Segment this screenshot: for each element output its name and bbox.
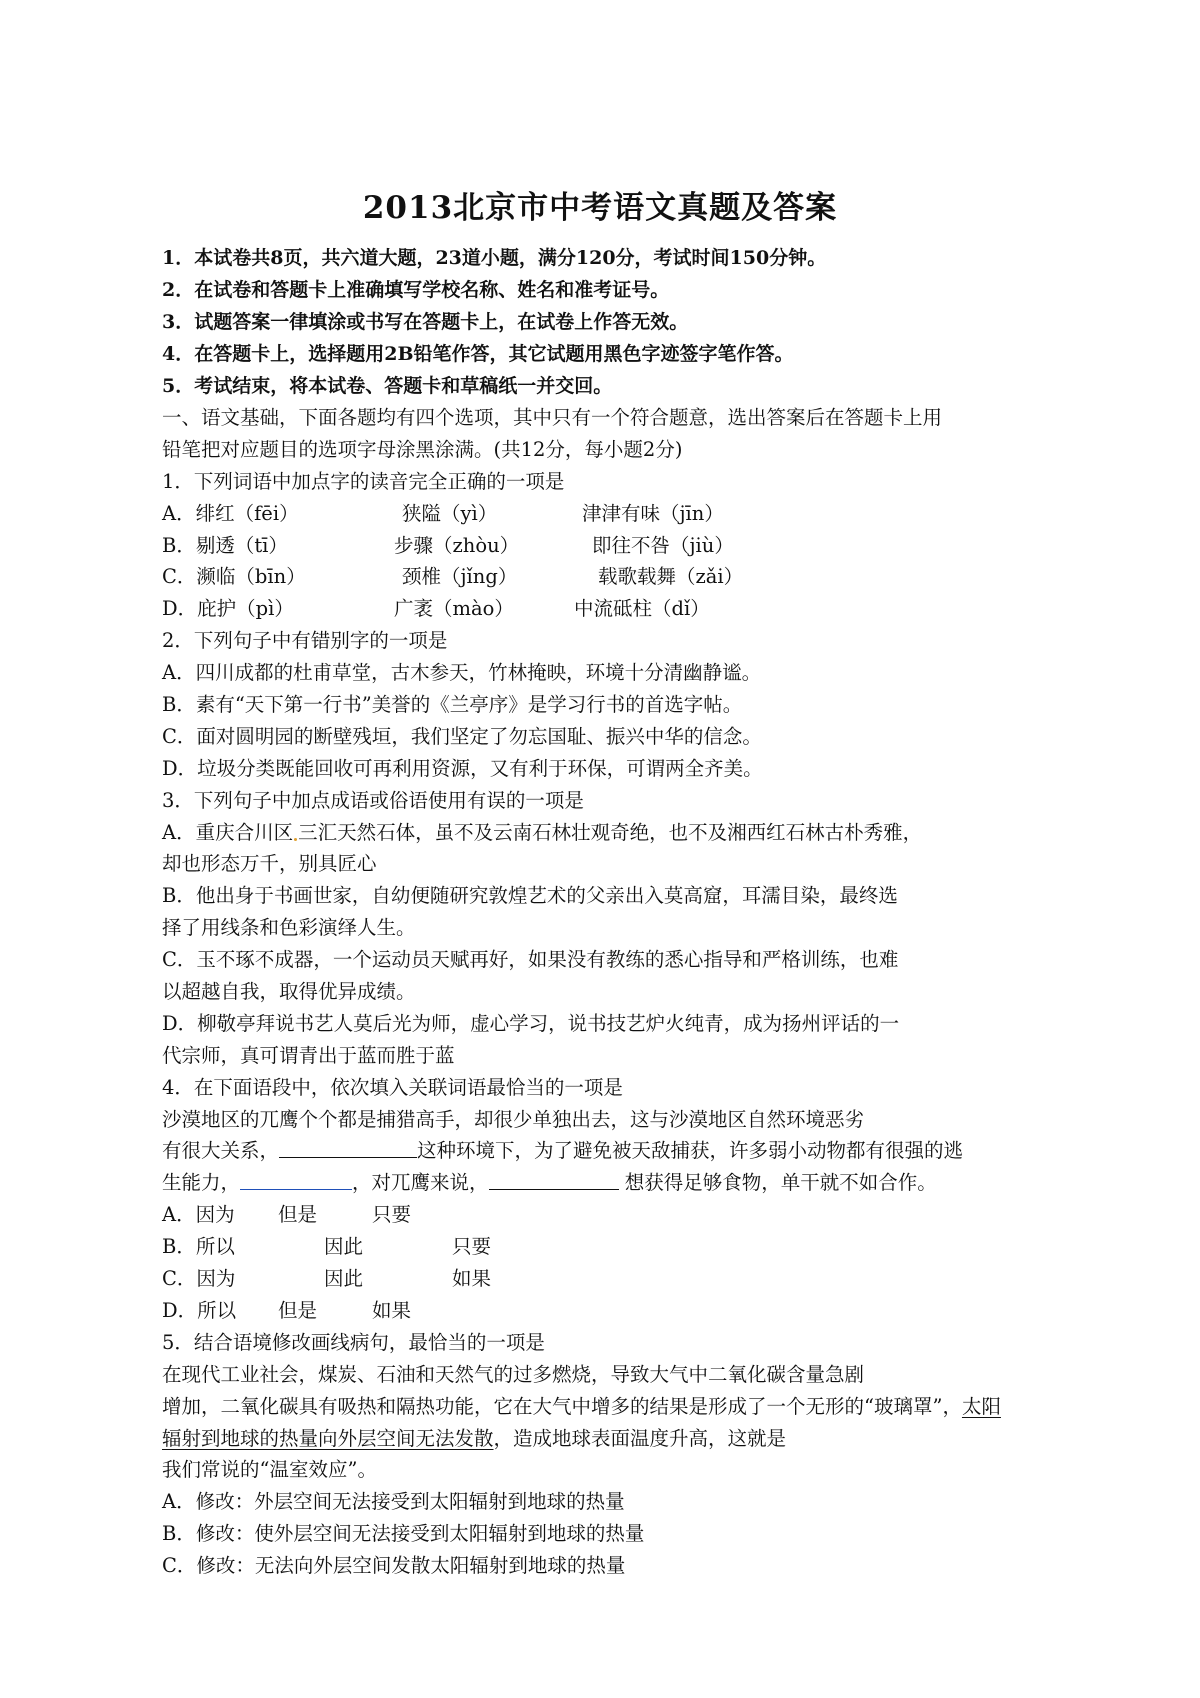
question-5-option: C．修改：无法向外层空间发散太阳辐射到地球的热量 xyxy=(162,1554,626,1578)
question-1-option-a xyxy=(162,498,1001,530)
question-5-passage xyxy=(162,1391,1001,1423)
question-4-option-d xyxy=(162,1295,1001,1327)
question-5-passage: 在现代工业社会，煤炭、石油和天然气的过多燃烧，导致大气中二氧化碳含量急剧 xyxy=(162,1362,865,1386)
fill-blank-1 xyxy=(279,1135,417,1158)
question-4-passage xyxy=(162,1135,1001,1167)
question-4-option-b xyxy=(162,1231,1001,1263)
passage-text: 想获得足够食物，单干就不如合作。 xyxy=(618,1171,937,1195)
option-text: 三汇天然石体，虽不及云南石林壮观奇绝，也不及湘西红石林古朴秀雅， xyxy=(298,820,923,844)
option-col: 广袤（mào） xyxy=(394,597,514,621)
option-col: 只要 xyxy=(372,1203,412,1227)
question-3-option-b-cont: 择了用线条和色彩演绎人生。 xyxy=(162,916,416,940)
question-1-option-d xyxy=(162,593,1001,625)
passage-text: 这种环境下，为了避免被天敌捕获，许多弱小动物都有很强的逃 xyxy=(417,1139,964,1163)
question-3-stem: 3．下列句子中加点成语或俗语使用有误的一项是 xyxy=(162,788,584,812)
option-col: 颈椎（jǐng） xyxy=(402,565,518,589)
question-1-stem: 1．下列词语中加点字的读音完全正确的一项是 xyxy=(162,469,565,493)
option-col: 步骤（zhòu） xyxy=(394,533,520,557)
option-col: 载歌载舞（zǎi） xyxy=(598,565,744,589)
passage-text: 生能力， xyxy=(162,1171,241,1195)
option-col: 津津有味（jīn） xyxy=(582,501,724,525)
exam-body xyxy=(162,402,1001,1582)
option-col: 只要 xyxy=(452,1235,492,1259)
exam-instructions xyxy=(162,242,826,402)
question-4-option-a xyxy=(162,1199,1001,1231)
question-3-option-d-cont: 代宗师，真可谓青出于蓝而胜于蓝 xyxy=(162,1043,455,1067)
question-2-stem: 2．下列句子中有错别字的一项是 xyxy=(162,629,448,653)
instruction-line: 2．在试卷和答题卡上准确填写学校名称、姓名和准考证号。 xyxy=(162,279,670,301)
section-heading: 一、语文基础，下面各题均有四个选项，其中只有一个符合题意，选出答案后在答题卡上用 xyxy=(162,406,943,429)
question-3-option-a xyxy=(162,817,1001,849)
question-1-option-c xyxy=(162,561,1001,593)
instruction-line: 1．本试卷共8页，共六道大题，23道小题，满分120分，考试时间150分钟。 xyxy=(162,247,827,269)
option-text: A．重庆合川区 xyxy=(162,820,294,844)
question-5-passage xyxy=(162,1423,1001,1455)
question-4-passage xyxy=(162,1167,1001,1199)
option-col: B．所以 xyxy=(162,1235,235,1259)
option-col: 如果 xyxy=(452,1267,492,1291)
option-col: C．因为 xyxy=(162,1267,236,1291)
fill-blank-2 xyxy=(240,1167,352,1190)
passage-text: 有很大关系， xyxy=(162,1139,280,1163)
instruction-line: 3．试题答案一律填涂或书写在答题卡上，在试卷上作答无效。 xyxy=(162,311,689,333)
question-3-option-c-cont: 以超越自我，取得优异成绩。 xyxy=(162,980,416,1004)
question-4-passage: 沙漠地区的兀鹰个个都是捕猎高手，却很少单独出去，这与沙漠地区自然环境恶劣 xyxy=(162,1107,865,1131)
question-3-option-c: C．玉不琢不成器，一个运动员天赋再好，如果没有教练的悉心指导和严格训练，也难 xyxy=(162,948,899,972)
option-col: 因此 xyxy=(324,1235,364,1259)
question-2-option: C．面对圆明园的断壁残垣，我们坚定了勿忘国耻、振兴中华的信念。 xyxy=(162,724,762,748)
question-2-option: A．四川成都的杜甫草堂，古木参天，竹林掩映，环境十分清幽静谧。 xyxy=(162,661,762,685)
option-col: A．绯红（fēi） xyxy=(162,501,299,525)
emphasis-dot xyxy=(294,838,297,841)
passage-text: 增加，二氧化碳具有吸热和隔热功能，它在大气中增多的结果是形成了一个无形的“玻璃罩”， xyxy=(162,1394,962,1418)
passage-text: ，造成地球表面温度升高，这就是 xyxy=(493,1426,787,1450)
question-3-option-b: B．他出身于书画世家，自幼便随研究敦煌艺术的父亲出入莫高窟，耳濡目染，最终选 xyxy=(162,884,898,908)
section-heading-cont: 铅笔把对应题目的选项字母涂黑涂满。(共12分，每小题2分) xyxy=(162,437,683,461)
option-col: 因此 xyxy=(324,1267,364,1291)
option-col: 但是 xyxy=(278,1203,318,1227)
option-col: 如果 xyxy=(372,1298,412,1322)
option-col: A．因为 xyxy=(162,1203,235,1227)
question-5-option: B．修改：使外层空间无法接受到太阳辐射到地球的热量 xyxy=(162,1522,645,1546)
option-col: B．剔透（tī） xyxy=(162,533,288,557)
instruction-line: 5．考试结束，将本试卷、答题卡和草稿纸一并交回。 xyxy=(162,375,613,397)
option-col: 中流砥柱（dǐ） xyxy=(574,597,710,621)
question-5-passage: 我们常说的“温室效应”。 xyxy=(162,1458,377,1482)
option-col: 狭隘（yì） xyxy=(402,501,498,525)
underlined-sentence: 辐射到地球的热量向外层空间无法发散 xyxy=(162,1426,494,1450)
option-col: D．所以 xyxy=(162,1298,237,1322)
question-2-option: D．垃圾分类既能回收可再利用资源，又有利于环保，可谓两全齐美。 xyxy=(162,756,763,780)
option-col: D．庇护（pì） xyxy=(162,597,294,621)
question-4-option-c xyxy=(162,1263,1001,1295)
question-3-option-d: D．柳敬亭拜说书艺人莫后光为师，虚心学习，说书技艺炉火纯青，成为扬州评话的一 xyxy=(162,1011,900,1035)
option-col: 但是 xyxy=(278,1298,318,1322)
passage-text: ，对兀鹰来说， xyxy=(352,1171,489,1195)
option-col: C．濒临（bīn） xyxy=(162,565,306,589)
question-5-stem: 5．结合语境修改画线病句，最恰当的一项是 xyxy=(162,1330,545,1354)
question-1-option-b xyxy=(162,530,1001,562)
question-2-option: B．素有“天下第一行书”美誉的《兰亭序》是学习行书的首选字帖。 xyxy=(162,693,743,717)
question-5-option: A．修改：外层空间无法接受到太阳辐射到地球的热量 xyxy=(162,1490,625,1514)
option-col: 即往不咎（jiù） xyxy=(592,533,734,557)
question-4-stem: 4．在下面语段中，依次填入关联词语最恰当的一项是 xyxy=(162,1075,623,1099)
question-3-option-a-cont: 却也形态万千，别具匠心 xyxy=(162,852,377,876)
page-title: 2013北京市中考语文真题及答案 xyxy=(362,190,838,226)
fill-blank-3 xyxy=(489,1167,619,1190)
instruction-line: 4．在答题卡上，选择题用2B铅笔作答，其它试题用黑色字迹签字笔作答。 xyxy=(162,343,794,365)
underlined-sentence: 太阳 xyxy=(961,1394,1001,1418)
